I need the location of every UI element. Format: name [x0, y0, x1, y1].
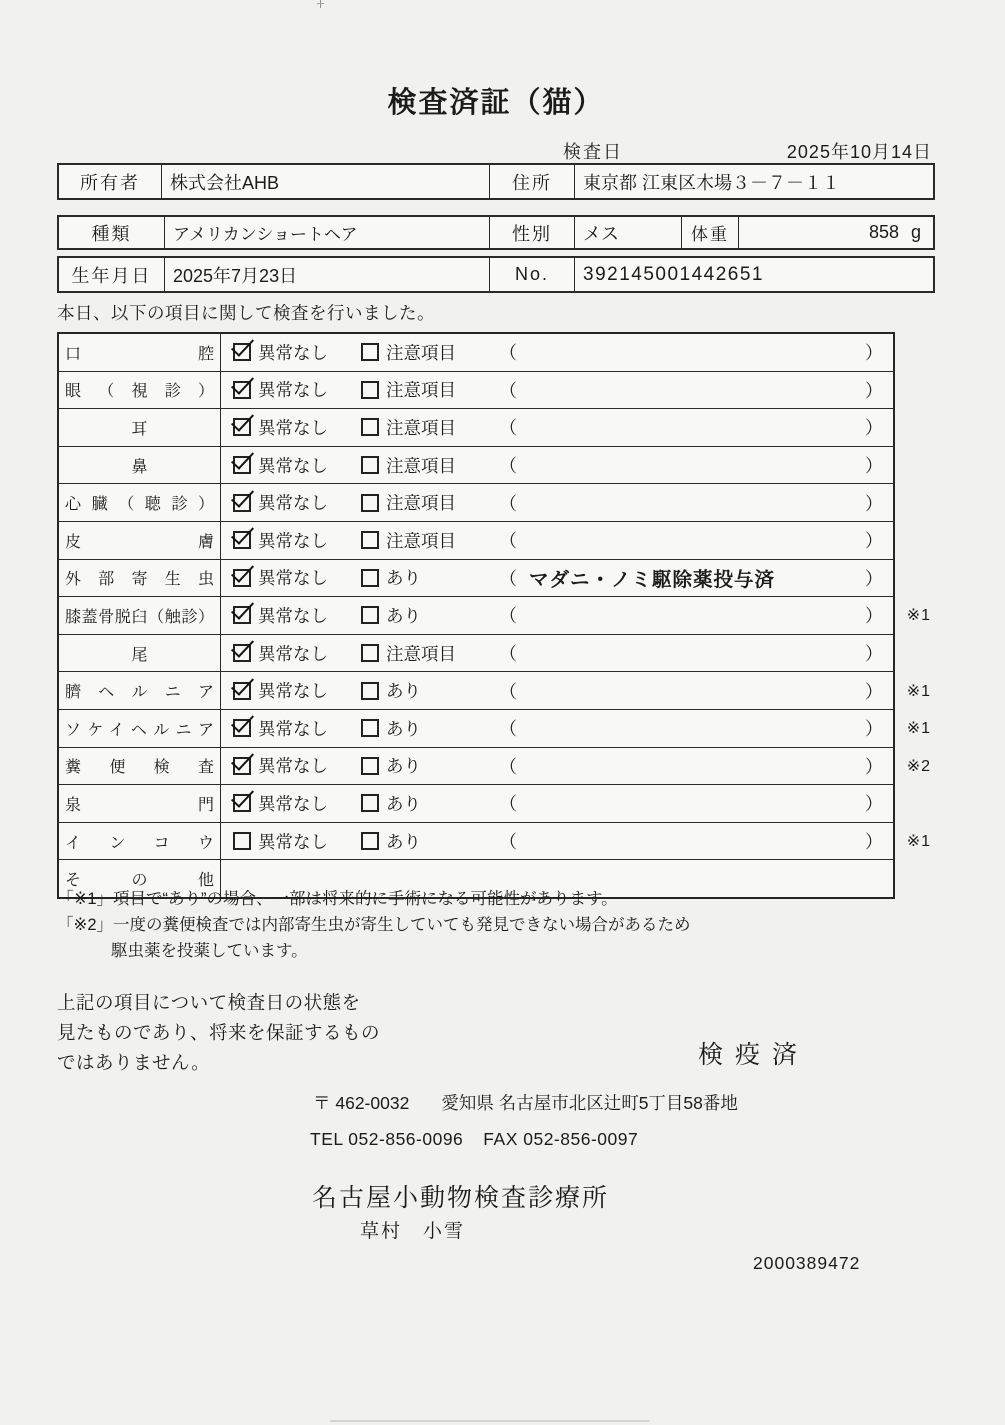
ok-slot [221, 785, 361, 822]
row-label: 尾 [131, 646, 148, 664]
paren-open: （ [499, 493, 517, 514]
row-label: その他 [65, 872, 214, 890]
checklist-row [59, 483, 893, 521]
option-label: 注意項目 [386, 342, 456, 363]
ok-label: 異常なし [258, 568, 328, 589]
checkbox-empty-icon [361, 569, 379, 587]
clinic-postal-address [313, 1090, 738, 1115]
footnote-line: 「※1」項目で“あり”の場合、一部は将来的に手術になる可能性があります。 [57, 890, 618, 908]
footnotes [57, 886, 691, 964]
clinic-fax: FAX 052-856-0097 [483, 1129, 639, 1149]
checkbox-empty-icon [361, 418, 379, 436]
checkbox-empty-icon [361, 343, 379, 361]
paren-open: （ [499, 418, 517, 439]
paren-open: （ [499, 794, 517, 815]
option-label: あり [386, 756, 421, 777]
address-value: 東京都 江東区木場３－７－１１ [583, 172, 840, 193]
checkbox-empty-icon [361, 682, 379, 700]
checkbox-checked-icon [233, 343, 251, 361]
row-label: 糞便検査 [65, 759, 214, 777]
checklist-row [59, 709, 931, 747]
ok-label: 異常なし [258, 756, 328, 777]
clinic-postal: 〒 462-0032 [313, 1093, 410, 1113]
paren-open: （ [499, 832, 517, 853]
paren-open: （ [499, 380, 517, 401]
option-slot [361, 823, 499, 860]
checkbox-checked-icon [233, 794, 251, 812]
row-label: 泉門 [65, 796, 214, 814]
row-label: ソケイヘルニア [65, 721, 214, 739]
row-label-cell [59, 409, 221, 446]
row-label-cell [59, 823, 221, 860]
ok-label: 異常なし [258, 718, 328, 739]
option-slot [361, 334, 499, 371]
row-label-cell [59, 748, 221, 785]
remarks-text: マダニ・ノミ駆除薬投与済 [529, 568, 776, 591]
scan-artifact [330, 1420, 650, 1422]
checkbox-empty-icon [361, 494, 379, 512]
checklist-row [59, 521, 893, 559]
remarks-zone [499, 372, 893, 409]
option-label: 注意項目 [386, 493, 456, 514]
weight-value [739, 217, 933, 248]
option-slot [361, 672, 499, 709]
breed-value: アメリカンショートヘア [165, 217, 490, 248]
no-label: No. [490, 258, 575, 291]
paren-open: （ [499, 606, 517, 627]
checklist-row [59, 408, 893, 446]
row-label: 耳 [131, 420, 148, 438]
row-label-cell [59, 372, 221, 409]
ok-slot [221, 635, 361, 672]
paren-close: ） [865, 681, 883, 702]
checkbox-checked-icon [233, 531, 251, 549]
option-slot [361, 484, 499, 521]
remarks-zone [499, 635, 893, 672]
row-label: 臍ヘルニア [65, 684, 214, 702]
ok-label: 異常なし [258, 643, 328, 664]
ok-label: 異常なし [258, 380, 328, 401]
checkbox-checked-icon [233, 381, 251, 399]
remarks-zone [499, 710, 893, 747]
checkbox-checked-icon [233, 682, 251, 700]
checkbox-checked-icon [233, 569, 251, 587]
page-title: 検査済証（猫） [387, 87, 605, 119]
checklist-row [59, 334, 893, 371]
breed-label: 種類 [59, 217, 165, 248]
checkbox-checked-icon [233, 719, 251, 737]
paren-close: ） [865, 568, 883, 589]
ok-label: 異常なし [258, 793, 328, 814]
ok-slot [221, 334, 361, 371]
paren-open: （ [499, 568, 517, 589]
exam-date-label: 検査日 [563, 142, 623, 162]
remarks-zone [499, 522, 893, 559]
ok-label: 異常なし [258, 493, 328, 514]
intro-sentence: 本日、以下の項目に関して検査を行いました。 [57, 303, 435, 323]
option-slot [361, 785, 499, 822]
disclaimer [57, 988, 380, 1078]
checkbox-checked-icon [233, 644, 251, 662]
ok-label: 異常なし [258, 455, 328, 476]
remarks-zone [499, 823, 893, 860]
option-label: 注意項目 [386, 530, 456, 551]
row-label-cell [59, 635, 221, 672]
clinic-tel-fax [310, 1129, 638, 1150]
paren-close: ） [865, 756, 883, 777]
paren-close: ） [865, 794, 883, 815]
address-label: 住所 [490, 165, 575, 198]
row-label: 心臓（聴診） [65, 496, 214, 514]
checkbox-empty-icon [361, 719, 379, 737]
checkbox-checked-icon [233, 418, 251, 436]
ok-label: 異常なし [258, 417, 328, 438]
remarks-zone [499, 409, 893, 446]
ok-slot [221, 484, 361, 521]
checklist-row [59, 634, 893, 672]
option-slot [361, 635, 499, 672]
option-label: あり [386, 605, 421, 626]
birth-no-table [57, 256, 935, 293]
paren-close: ） [865, 644, 883, 665]
remarks-zone [499, 785, 893, 822]
ok-slot [221, 560, 361, 597]
option-slot [361, 710, 499, 747]
option-slot [361, 560, 499, 597]
clinic-tel: TEL 052-856-0096 [310, 1129, 464, 1149]
ok-slot [221, 710, 361, 747]
ok-label: 異常なし [258, 605, 328, 626]
clinic-name: 名古屋小動物検査診療所 [312, 1184, 610, 1212]
row-label: 外部寄生虫 [65, 571, 214, 589]
checkbox-empty-icon [361, 381, 379, 399]
remarks-zone [499, 334, 893, 371]
owner-table [57, 163, 935, 200]
checkbox-checked-icon [233, 494, 251, 512]
row-label: 口腔 [65, 345, 214, 363]
checkbox-checked-icon [233, 606, 251, 624]
paren-open: （ [499, 531, 517, 552]
option-label: 注意項目 [386, 643, 456, 664]
serial-number: 2000389472 [753, 1253, 861, 1273]
birth-label: 生年月日 [59, 258, 165, 291]
checklist-row [59, 747, 931, 785]
option-slot [361, 522, 499, 559]
option-label: あり [386, 568, 421, 589]
checklist-table [57, 332, 931, 899]
remarks-zone [499, 597, 893, 634]
checklist-row [59, 596, 931, 634]
checklist-row [59, 559, 893, 597]
weight-number: 858 [868, 222, 899, 242]
checkbox-empty-icon [361, 794, 379, 812]
checklist-row [59, 671, 931, 709]
checkbox-empty-icon [361, 531, 379, 549]
remarks-zone [499, 447, 893, 484]
footnote-mark: ※1 [906, 720, 931, 738]
pet-info-table [57, 215, 935, 250]
option-label: 注意項目 [386, 380, 456, 401]
paren-close: ） [865, 606, 883, 627]
disclaimer-line: ではありません。 [57, 1052, 211, 1073]
ok-label: 異常なし [258, 342, 328, 363]
row-label: 膝蓋骨脱臼（触診） [65, 608, 214, 626]
option-slot [361, 597, 499, 634]
checkbox-empty-icon [233, 832, 251, 850]
checkbox-empty-icon [361, 757, 379, 775]
paren-close: ） [865, 832, 883, 853]
footnote-mark: ※1 [906, 682, 931, 700]
option-label: 注意項目 [386, 455, 456, 476]
checkbox-empty-icon [361, 832, 379, 850]
checklist-row [59, 446, 893, 484]
exam-date-value: 2025年10月14日 [786, 142, 932, 162]
ok-slot [221, 672, 361, 709]
owner-label: 所有者 [59, 165, 162, 198]
paren-open: （ [499, 681, 517, 702]
paren-close: ） [865, 456, 883, 477]
footnote-mark: ※1 [906, 833, 931, 851]
ok-slot [221, 522, 361, 559]
veterinarian-name: 草村 小雪 [360, 1221, 466, 1242]
option-label: あり [386, 793, 421, 814]
checklist-row [59, 822, 931, 860]
row-label-cell [59, 597, 221, 634]
sex-label: 性別 [490, 217, 575, 248]
ok-slot [221, 597, 361, 634]
footnote-line: 駆虫薬を投薬しています。 [111, 942, 308, 960]
weight-label: 体重 [682, 217, 739, 248]
disclaimer-line: 上記の項目について検査日の状態を [57, 992, 361, 1013]
row-label: 眼（視診） [65, 383, 214, 401]
ok-label: 異常なし [258, 831, 328, 852]
checkbox-checked-icon [233, 456, 251, 474]
option-label: あり [386, 681, 421, 702]
paren-close: ） [865, 418, 883, 439]
footnote-line: 「※2」一度の糞便検査では内部寄生虫が寄生していても発見できない場合があるため [57, 916, 691, 934]
row-label: インコウ [65, 834, 214, 852]
checkbox-empty-icon [361, 606, 379, 624]
owner-value: 株式会社AHB [162, 165, 490, 198]
checkbox-empty-icon [361, 644, 379, 662]
checkbox-checked-icon [233, 757, 251, 775]
row-label: 鼻 [131, 458, 148, 476]
row-label-cell [59, 334, 221, 371]
paren-close: ） [865, 493, 883, 514]
birth-value: 2025年7月23日 [165, 258, 490, 291]
sex-value: メス [575, 217, 682, 248]
checklist-row [59, 784, 893, 822]
paren-open: （ [499, 456, 517, 477]
remarks-zone [499, 484, 893, 521]
paren-open: （ [499, 644, 517, 665]
remarks-zone [499, 748, 893, 785]
remarks-zone [499, 560, 893, 597]
option-slot [361, 447, 499, 484]
row-label-cell [59, 484, 221, 521]
row-label-cell [59, 560, 221, 597]
footnote-mark: ※2 [906, 757, 931, 775]
checklist-row [59, 371, 893, 409]
no-value: 392145001442651 [583, 263, 765, 285]
option-slot [361, 372, 499, 409]
remarks-zone [499, 672, 893, 709]
paren-close: ） [865, 343, 883, 364]
ok-slot [221, 748, 361, 785]
paren-open: （ [499, 756, 517, 777]
registration-mark [317, 3, 324, 4]
row-label-cell [59, 447, 221, 484]
ok-slot [221, 372, 361, 409]
option-slot [361, 748, 499, 785]
row-label-cell [59, 785, 221, 822]
disclaimer-line: 見たものであり、将来を保証するもの [57, 1022, 381, 1043]
option-slot [361, 409, 499, 446]
paren-open: （ [499, 343, 517, 364]
ok-slot [221, 823, 361, 860]
ok-label: 異常なし [258, 681, 328, 702]
clinic-address: 愛知県 名古屋市北区辻町5丁目58番地 [441, 1093, 738, 1113]
row-label: 皮膚 [65, 533, 214, 551]
registration-mark [320, 0, 321, 8]
paren-close: ） [865, 719, 883, 740]
ok-label: 異常なし [258, 530, 328, 551]
option-label: あり [386, 831, 421, 852]
ok-slot [221, 447, 361, 484]
row-label-cell [59, 522, 221, 559]
quarantine-passed-stamp: 検疫済 [698, 1041, 810, 1069]
option-label: あり [386, 718, 421, 739]
paren-open: （ [499, 719, 517, 740]
weight-unit: g [910, 222, 921, 242]
row-label-cell [59, 710, 221, 747]
footnote-mark: ※1 [906, 607, 931, 625]
paren-close: ） [865, 380, 883, 401]
paren-close: ） [865, 531, 883, 552]
option-label: 注意項目 [386, 417, 456, 438]
ok-slot [221, 409, 361, 446]
row-label-cell [59, 672, 221, 709]
checkbox-empty-icon [361, 456, 379, 474]
